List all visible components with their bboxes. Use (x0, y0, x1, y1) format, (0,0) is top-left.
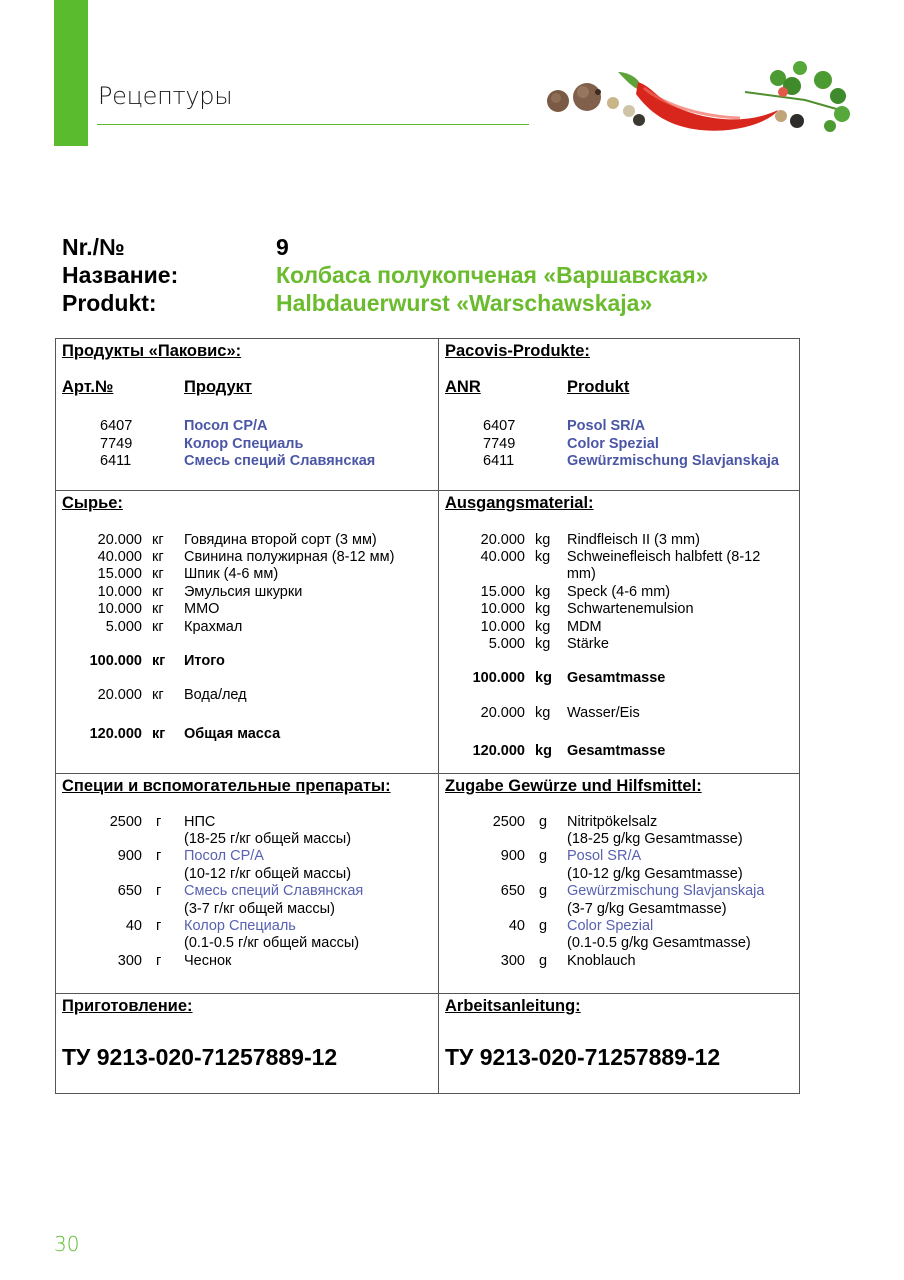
unit: kg (535, 670, 552, 687)
subtotal-label: Итого (184, 652, 225, 669)
unit: g (539, 848, 548, 865)
quantity: 20.000 (97, 531, 142, 548)
quantity: 10.000 (480, 601, 525, 618)
preparation-de-cell (439, 994, 800, 1094)
list-item (445, 601, 793, 618)
list-item (62, 584, 432, 601)
ingredient: Schwartenemulsion (567, 601, 694, 618)
unit: g (539, 952, 548, 969)
product-name: Смесь специй Славянская (184, 453, 376, 469)
unit: kg (535, 618, 551, 635)
unit: кг (152, 583, 164, 600)
recipe-number: 9 (276, 234, 289, 260)
subtotal-row (62, 653, 432, 670)
ingredient: Говядина второй сорт (3 мм) (184, 531, 377, 548)
product-column-header: Produkt (567, 378, 630, 396)
product-name: Posol SR/A (567, 418, 646, 434)
raw-materials-de-heading: Ausgangsmaterial: (445, 493, 594, 512)
quantity: 120.000 (472, 743, 525, 760)
spices-ru-cell (56, 773, 439, 994)
standard-code-de: ТУ 9213-020-71257889-12 (445, 1044, 721, 1071)
unit: kg (535, 531, 551, 548)
unit: кг (152, 725, 166, 742)
ingredient: Stärke (567, 635, 609, 652)
article-number: 7749 (483, 435, 516, 452)
list-item (62, 549, 432, 566)
list-item (445, 814, 793, 831)
ingredient: Чеснок (184, 952, 232, 969)
raw-materials-ru-heading: Сырье: (62, 493, 123, 512)
list-item (445, 549, 793, 584)
quantity: 10.000 (480, 618, 525, 635)
ingredient: Wasser/Eis (567, 704, 640, 721)
quantity: 2500 (109, 813, 142, 830)
ingredient: ММО (184, 601, 220, 618)
quantity: 100.000 (89, 652, 142, 669)
recipe-name-ru: Колбаса полукопченая «Варшавская» (276, 262, 709, 288)
products-de-list (445, 418, 793, 471)
total-label: Gesamtmasse (567, 743, 666, 760)
article-number: 6411 (100, 453, 132, 469)
dosage-text: (10-12 g/kg Gesamtmasse) (567, 865, 743, 882)
list-item (62, 883, 432, 900)
product-column-header: Продукт (184, 378, 252, 396)
quantity: 10.000 (97, 583, 142, 600)
total-row (445, 743, 793, 760)
art-column-header: Арт.№ (62, 378, 114, 396)
pacovis-product: Колор Специаль (184, 918, 296, 934)
article-number: 7749 (100, 435, 133, 452)
unit: g (539, 883, 548, 900)
dosage-note (62, 901, 432, 918)
quantity: 40 (125, 918, 142, 934)
raw-materials-ru-list (62, 532, 432, 756)
spices-de-cell (439, 773, 800, 994)
spices-de-heading: Zugabe Gewürze und Hilfsmittel: (445, 776, 702, 795)
list-item (445, 418, 793, 436)
list-item (62, 848, 432, 865)
unit: г (156, 918, 162, 934)
preparation-ru-cell (56, 994, 439, 1094)
dosage-note (445, 866, 793, 883)
name-label: Название: (62, 262, 179, 288)
raw-materials-row (56, 490, 800, 773)
raw-materials-de-list (445, 532, 793, 773)
raw-materials-de-cell (439, 490, 800, 773)
pacovis-product: Color Spezial (567, 918, 654, 934)
recipe-meta (62, 233, 708, 317)
dosage-note (445, 935, 793, 952)
quantity: 300 (117, 952, 142, 969)
ingredient: Rindfleisch II (3 mm) (567, 531, 700, 548)
product-name: Колор Специаль (184, 435, 304, 452)
subtotal-row (445, 670, 793, 687)
meta-number-row (62, 233, 708, 261)
dosage-text: (0.1-0.5 г/кг общей массы) (184, 935, 360, 952)
ingredient: Свинина полужирная (8-12 мм) (184, 548, 395, 565)
list-item (62, 619, 432, 636)
unit: кг (152, 687, 164, 704)
spices-ru-list (62, 814, 432, 971)
quantity: 40 (508, 918, 525, 934)
standard-code-ru: ТУ 9213-020-71257889-12 (62, 1044, 338, 1071)
products-de-cell (439, 339, 800, 491)
dosage-note (62, 831, 432, 848)
ingredient: Вода/лед (184, 687, 247, 704)
quantity: 20.000 (97, 687, 142, 704)
article-number: 6407 (100, 418, 133, 434)
unit: г (156, 813, 162, 830)
unit: kg (535, 601, 551, 618)
preparation-de-heading: Arbeitsanleitung: (445, 997, 581, 1016)
unit: кг (152, 618, 164, 635)
quantity: 20.000 (480, 531, 525, 548)
unit: kg (535, 635, 551, 652)
unit: г (156, 883, 162, 900)
pacovis-product: Смесь специй Славянская (184, 883, 364, 900)
dosage-text: (3-7 g/kg Gesamtmasse) (567, 900, 727, 917)
dosage-text: (18-25 g/kg Gesamtmasse) (567, 830, 743, 847)
recipe-table (55, 338, 800, 1094)
unit: кг (152, 548, 164, 565)
water-row (62, 687, 432, 704)
products-de-heading: Pacovis-Produkte: (445, 342, 590, 360)
ingredient: Knoblauch (567, 952, 636, 969)
quantity: 5.000 (488, 635, 525, 652)
unit: кг (152, 601, 164, 618)
list-item (62, 918, 432, 935)
unit: kg (535, 704, 551, 721)
unit: кг (152, 566, 164, 583)
unit: kg (534, 548, 551, 565)
unit: g (539, 918, 548, 934)
spices-de-list (445, 814, 793, 971)
quantity: 650 (500, 883, 525, 900)
unit: г (156, 848, 162, 865)
products-ru-column-headers (62, 378, 432, 397)
products-de-column-headers (445, 378, 793, 397)
quantity: 20.000 (480, 704, 525, 721)
dosage-text: (10-12 г/кг общей массы) (184, 865, 352, 882)
quantity: 5.000 (105, 618, 142, 635)
unit: кг (152, 652, 166, 669)
green-accent-bar (54, 0, 88, 146)
list-item (62, 418, 432, 436)
list-item (445, 883, 793, 900)
quantity: 300 (500, 952, 525, 969)
list-item (445, 636, 793, 653)
list-item (445, 436, 793, 454)
meta-product-row (62, 289, 708, 317)
unit: г (156, 952, 162, 969)
raw-materials-ru-cell (56, 490, 439, 773)
list-item (62, 436, 432, 454)
pacovis-product: Посол СР/А (184, 848, 264, 865)
preparation-row (56, 994, 800, 1094)
list-item (62, 453, 432, 471)
dosage-note (445, 901, 793, 918)
ingredient: Speck (4-6 mm) (567, 583, 671, 600)
quantity: 900 (500, 848, 525, 865)
article-number: 6411 (483, 453, 515, 469)
subtotal-label: Gesamtmasse (567, 670, 666, 687)
list-item (445, 918, 793, 935)
quantity: 15.000 (97, 566, 142, 583)
number-label: Nr./№ (62, 234, 125, 260)
quantity: 10.000 (97, 601, 142, 618)
quantity: 2500 (492, 813, 525, 830)
unit: g (539, 813, 548, 830)
section-title: Рецептуры (98, 82, 233, 110)
list-item (62, 532, 432, 549)
ingredient: Эмульсия шкурки (184, 583, 303, 600)
quantity: 40.000 (97, 548, 142, 565)
page-number: 30 (54, 1232, 80, 1256)
preparation-ru-heading: Приготовление: (62, 997, 193, 1016)
pacovis-product: Posol SR/A (567, 848, 642, 865)
products-row (56, 339, 800, 491)
products-ru-cell (56, 339, 439, 491)
allspice-icon (547, 83, 601, 112)
dosage-note (62, 935, 432, 952)
meta-name-row (62, 261, 708, 289)
quantity: 650 (117, 883, 142, 900)
list-item (62, 601, 432, 618)
products-ru-list (62, 418, 432, 471)
unit: kg (535, 583, 551, 600)
product-label: Produkt: (62, 290, 157, 316)
anr-column-header: ANR (445, 378, 481, 396)
list-item (62, 953, 432, 970)
list-item (445, 619, 793, 636)
total-label: Общая масса (184, 725, 281, 742)
list-item (445, 453, 793, 471)
dosage-text: (3-7 г/кг общей массы) (184, 900, 335, 917)
ingredient: Шпик (4-6 мм) (184, 566, 279, 583)
list-item (445, 953, 793, 970)
spices-row (56, 773, 800, 994)
ingredient: НПС (184, 813, 216, 830)
recipe-name-de: Halbdauerwurst «Warschawskaja» (276, 290, 653, 316)
product-name: Посол СР/А (184, 418, 268, 434)
dosage-note (445, 831, 793, 848)
quantity: 100.000 (472, 670, 525, 687)
product-name: Gewürzmischung Slavjanskaja (567, 453, 779, 469)
list-item (445, 848, 793, 865)
total-row (62, 726, 432, 743)
ingredient: Nitritpökelsalz (567, 813, 658, 830)
products-ru-heading: Продукты «Паковис»: (62, 342, 242, 360)
ingredient: Schweinefleisch halbfett (8-12 mm) (566, 548, 761, 583)
quantity: 120.000 (89, 725, 142, 742)
list-item (445, 584, 793, 601)
pacovis-product: Gewürzmischung Slavjanskaja (567, 883, 765, 900)
article-number: 6407 (483, 418, 516, 434)
dosage-note (62, 866, 432, 883)
quantity: 900 (117, 848, 142, 865)
spices-chili-parsley-illustration (540, 48, 860, 138)
ingredient: Крахмал (184, 618, 243, 635)
list-item (62, 814, 432, 831)
list-item (445, 532, 793, 549)
water-row (445, 705, 793, 722)
dosage-text: (18-25 г/кг общей массы) (184, 830, 352, 847)
unit: кг (152, 531, 164, 548)
unit: kg (535, 743, 552, 760)
dosage-text: (0.1-0.5 g/kg Gesamtmasse) (567, 935, 751, 952)
list-item (62, 566, 432, 583)
spices-ru-heading: Специи и вспомогательные препараты: (62, 776, 391, 795)
ingredient: MDM (567, 618, 602, 635)
title-divider (97, 124, 529, 125)
quantity: 40.000 (480, 548, 525, 565)
product-name: Color Spezial (567, 435, 659, 452)
quantity: 15.000 (480, 583, 525, 600)
